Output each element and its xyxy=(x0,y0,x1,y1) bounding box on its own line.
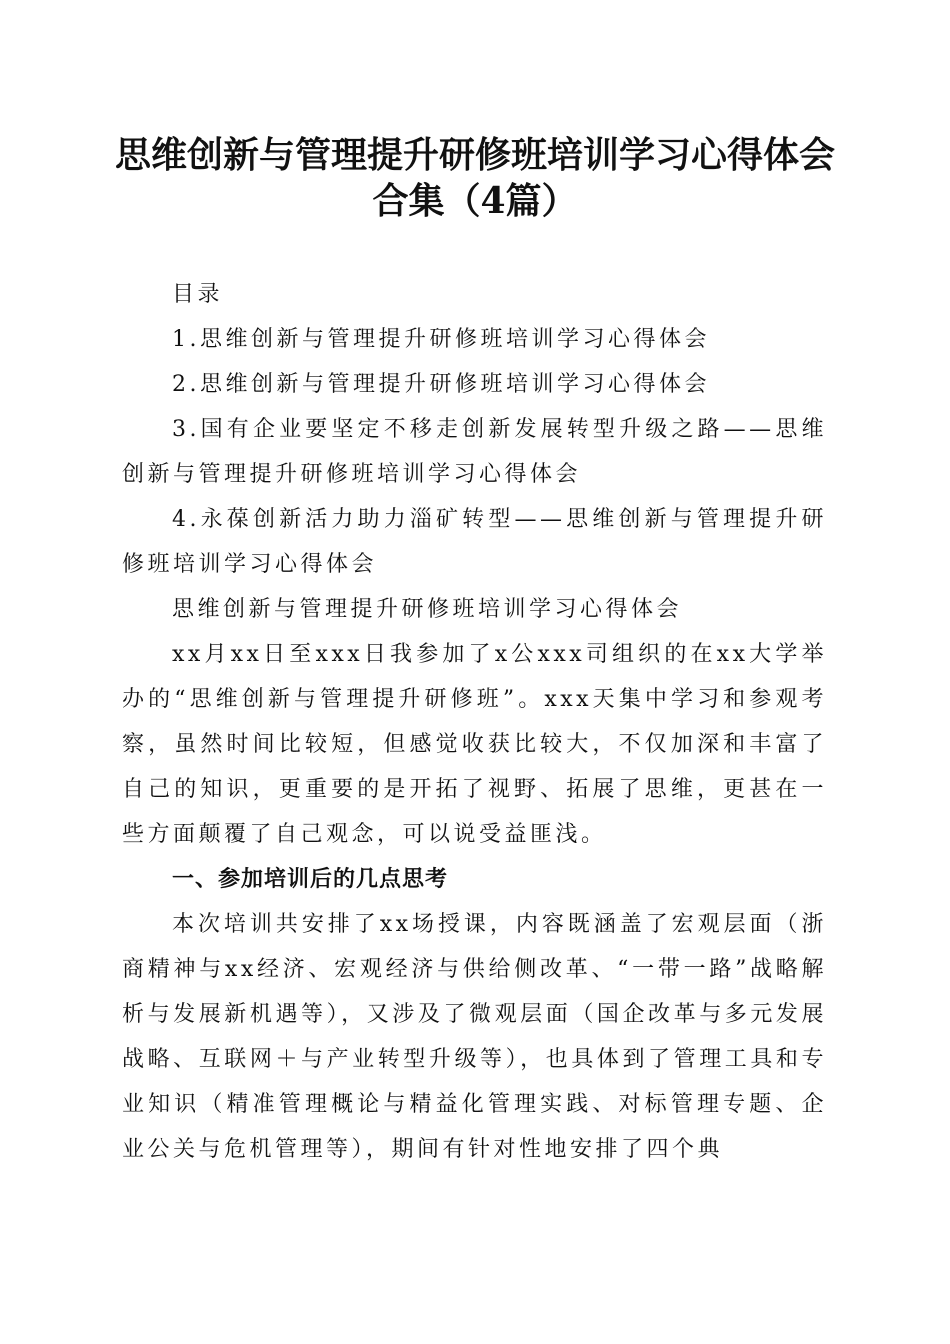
toc-item-4: 4.永葆创新活力助力淄矿转型——思维创新与管理提升研修班培训学习心得体会 xyxy=(122,507,827,577)
toc-item-2: 2.思维创新与管理提升研修班培训学习心得体会 xyxy=(172,372,710,397)
intro-paragraph: xx月xx日至xxx日我参加了x公xxx司组织的在xx大学举办的“思维创新与管理提升研修班”。xxx天集中学习和参观考察，虽然时间比较短，但感觉收获比较大，不仅加深和丰富了自己的知识，更重要的是开拓了视野、拓展了思维，更甚在一些方面颠覆了自己观念，可以说受益匪浅。 xyxy=(122,642,827,847)
toc-item-3: 3.国有企业要坚定不移走创新发展转型升级之路——思维创新与管理提升研修班培训学习心得体会 xyxy=(122,417,827,487)
section-heading: 一、参加培训后的几点思考 xyxy=(172,867,449,892)
document-title-line-2: 合集（4篇） xyxy=(372,180,578,222)
document-body xyxy=(122,272,827,1172)
toc-item-1: 1.思维创新与管理提升研修班培训学习心得体会 xyxy=(172,327,710,352)
article-title: 思维创新与管理提升研修班培训学习心得体会 xyxy=(172,597,683,622)
document-title xyxy=(100,132,850,224)
section-paragraph: 本次培训共安排了xx场授课，内容既涵盖了宏观层面（浙商精神与xx经济、宏观经济与供给侧改革、“一带一路”战略解析与发展新机遇等），又涉及了微观层面（国企改革与多元发展战略、互联网＋与产业转型升级等），也具体到了管理工具和专业知识（精准管理概论与精益化管理实践、对标管理专题、企业公关与危机管理等），期间有针对性地安排了四个典 xyxy=(122,912,827,1162)
toc-label: 目录 xyxy=(172,282,224,307)
document-title-line-1: 思维创新与管理提升研修班培训学习心得体会 xyxy=(114,134,835,176)
